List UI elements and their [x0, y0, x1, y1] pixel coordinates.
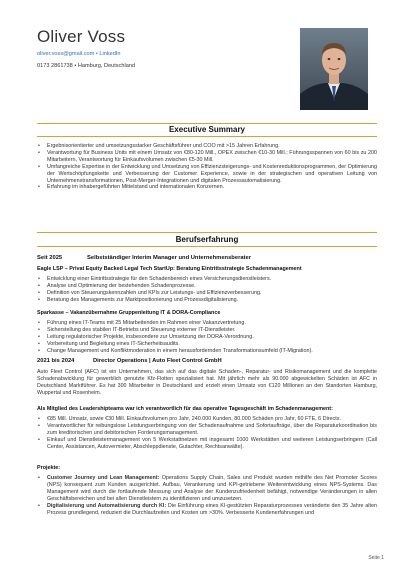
phone-location: 0173 2861738 • Hamburg, Deutschland: [37, 63, 136, 69]
list-item: • Vorbereitung und Begleitung eines IT-Sicherheitsaudits.: [37, 341, 377, 348]
contact-links: oliver.voss@gmail.com • LinkedIn: [37, 51, 121, 57]
linkedin-link[interactable]: LinkedIn: [99, 51, 121, 57]
list-item: [37, 475, 377, 503]
list-item: • Ergebnisorientierter und umsetzungsstarker Geschäftsführer und COO mit >15 Jahren Erfahrung.: [37, 143, 377, 150]
list-item: • Führung eines IT-Teams mit 25 Mitarbeitenden im Rahmen einer Vakanzvertretung.: [37, 320, 377, 327]
list-item: • €85 Mill. Umsatz, sowie €30 Mill. Einkaufsvolumen pro Jahr, 240.000 Kunden, 80.000 Schäden pro Jahr, 60 FTE, 6 Directs.: [37, 416, 377, 423]
list-item: • Leitung regulatorischer Projekte, insbesondere zur Umsetzung der DORA-Verordnung.: [37, 334, 377, 341]
section-divider: [37, 136, 377, 137]
responsibility-list: [37, 416, 377, 451]
project-title: Digitalisierung und Automatisierung durch KI:: [47, 502, 167, 509]
project-text: Operations Supply Chain, Sales und Produkt wurden mithilfe des Net Promoter Scores (NPS) konsequent zum Kunden ausgerichtet. Aufbau, Verankerung und KPI-getriebene Weiterentwicklung eines NPS-Systems. Das Management wird durch die fortlaufende Messung und Analyse der Kundenzufriedenheit befähigt, notwendige Veränderungen in allen Geschäftsbereichen und bei allen Dienstleistern zu identifizieren und umzusetzen.: [47, 475, 377, 502]
list-item: • Einkauf und Dienstleistermanagement von 5 Werkstattnetzen mit insgesamt 1000 Werkstätten und weiteren Leistungserbringern (Call Center, Assistancen, Autovermieter, Abschleppdienste, Gutachter, Rechtsanwälte).: [37, 437, 377, 451]
section-divider-top: [37, 232, 377, 233]
job-header: [37, 358, 377, 364]
list-item: [37, 503, 377, 517]
summary-list: [37, 143, 377, 191]
candidate-name: Oliver Voss: [37, 27, 126, 46]
engagement-list: [37, 320, 377, 355]
executive-summary-title: Executive Summary: [168, 125, 246, 134]
project-text: Die Einführung eines KI-gestützten Reparaturprozesses veränderte den 35 Jahre alten Prozess grundlegend, reduziert die Durchlaufzeiten und Kosten um >30%. Verbesserte Kundenerfahrungen und: [47, 502, 377, 516]
responsibility-title: Als Mitglied des Leadershipteams war ich verantwortlich für das operative Tagesgeschäft im Schadenmanagement:: [37, 406, 333, 412]
section-divider: [37, 246, 377, 247]
list-item: • Umfangreiche Expertise in der Entwicklung und Umsetzung von Effizienzsteigerungs- und Kostenreduktionsprogrammen, der Optimierung der Wertschöpfungskette und Verbesserung der Customer Experience, sowie in der strategischen und operativen Leitung von Unternehmenstransformationen, Post-Merger-Integrationen und digitalen Prozessautomatisierung.: [37, 164, 377, 185]
list-item: • Verantwortlicher für reibungslose Leistungserbringung von der Schadenaufnahme und Sofortaufträge, über die Reparaturkoordination bis zum kreditorischen und debitorischen Forderungsmanagement.: [37, 423, 377, 437]
engagement-title: Sparkasse – Vakanzübernahme Gruppenleitung IT & DORA-Compliance: [37, 310, 221, 316]
section-divider-top: [37, 123, 377, 124]
projects-list: [37, 475, 377, 516]
page-number: Seite 1: [368, 555, 384, 561]
list-item: • Erfahrung im inhabergeführten Mittelstand und internationalen Konzernen.: [37, 184, 377, 191]
experience-title: Berufserfahrung: [175, 235, 239, 244]
company-description: Auto Fleet Control (AFC) ist ein Unternehmen, das sich auf das digitale Schaden-, Reparatur- und Risikomanagement und die komplette Schadenabwicklung für gewerblich genutzte Kfz-Flotten spezialisiert hat. Mit jährlich mehr als 90.000 abgewickelten Schäden ist AFC in Deutschland Marktführer. Es hat 300 Mitarbeiter in Deutschland und erzielt einen Umsatz von €120 Millionen an den Standorten Hamburg, Wuppertal und Rosenheim.: [37, 369, 377, 396]
list-item: • Change Management und Konfliktmoderation in einem herausfordernden Transformationsumfeld (IT-Migration).: [37, 348, 377, 355]
list-item: • Entwicklung einer Eintrittsstrategie für den Schadenbereich eines Versicherungsdienstleisters.: [37, 276, 377, 283]
job-date: Seit 2025: [37, 255, 63, 261]
job-role: Selbstständiger Interim Manager und Unternehmensberater: [87, 255, 251, 261]
projects-label: Projekte:: [37, 465, 61, 471]
job-header: [37, 255, 377, 261]
engagement-list: [37, 276, 377, 304]
job-role: Director Operations | Auto Fleet Control GmbH: [93, 358, 222, 364]
engagement-title: Eagle LSP – Privat Equity Backed Legal Tech StartUp: Beratung Eintrittsstrategie Schadenmanagement: [37, 266, 302, 272]
list-item: • Beratung des Managements zur Marktpositionierung und Prozessdigitalisierung.: [37, 297, 377, 304]
job-date: 2021 bis 2024: [37, 358, 75, 364]
list-item: • Verantwortung für Business Units mit einem Umsatz von €80-120 Mill., OPEX zwischen €10-30 Mill.; Führungsspannen von 60 bis zu 200 Mitarbeitern, Verantwortung für Einkaufsvolumen zwischen €5-30 Mill.: [37, 150, 377, 164]
profile-photo: [300, 28, 368, 110]
email-link[interactable]: oliver.voss@gmail.com: [37, 51, 95, 57]
list-item: • Definition von Steuerungskennzahlen und KPIs zur Leistungs- und Effizienzverbesserung.: [37, 290, 377, 297]
list-item: • Analyse und Optimierung der bestehenden Schadenprozesse.: [37, 283, 377, 290]
project-title: Customer Journey und Lean Management:: [47, 475, 160, 481]
list-item: • Sicherstellung des stabilen IT-Betriebs und Steuerung externer IT-Dienstleister.: [37, 327, 377, 334]
